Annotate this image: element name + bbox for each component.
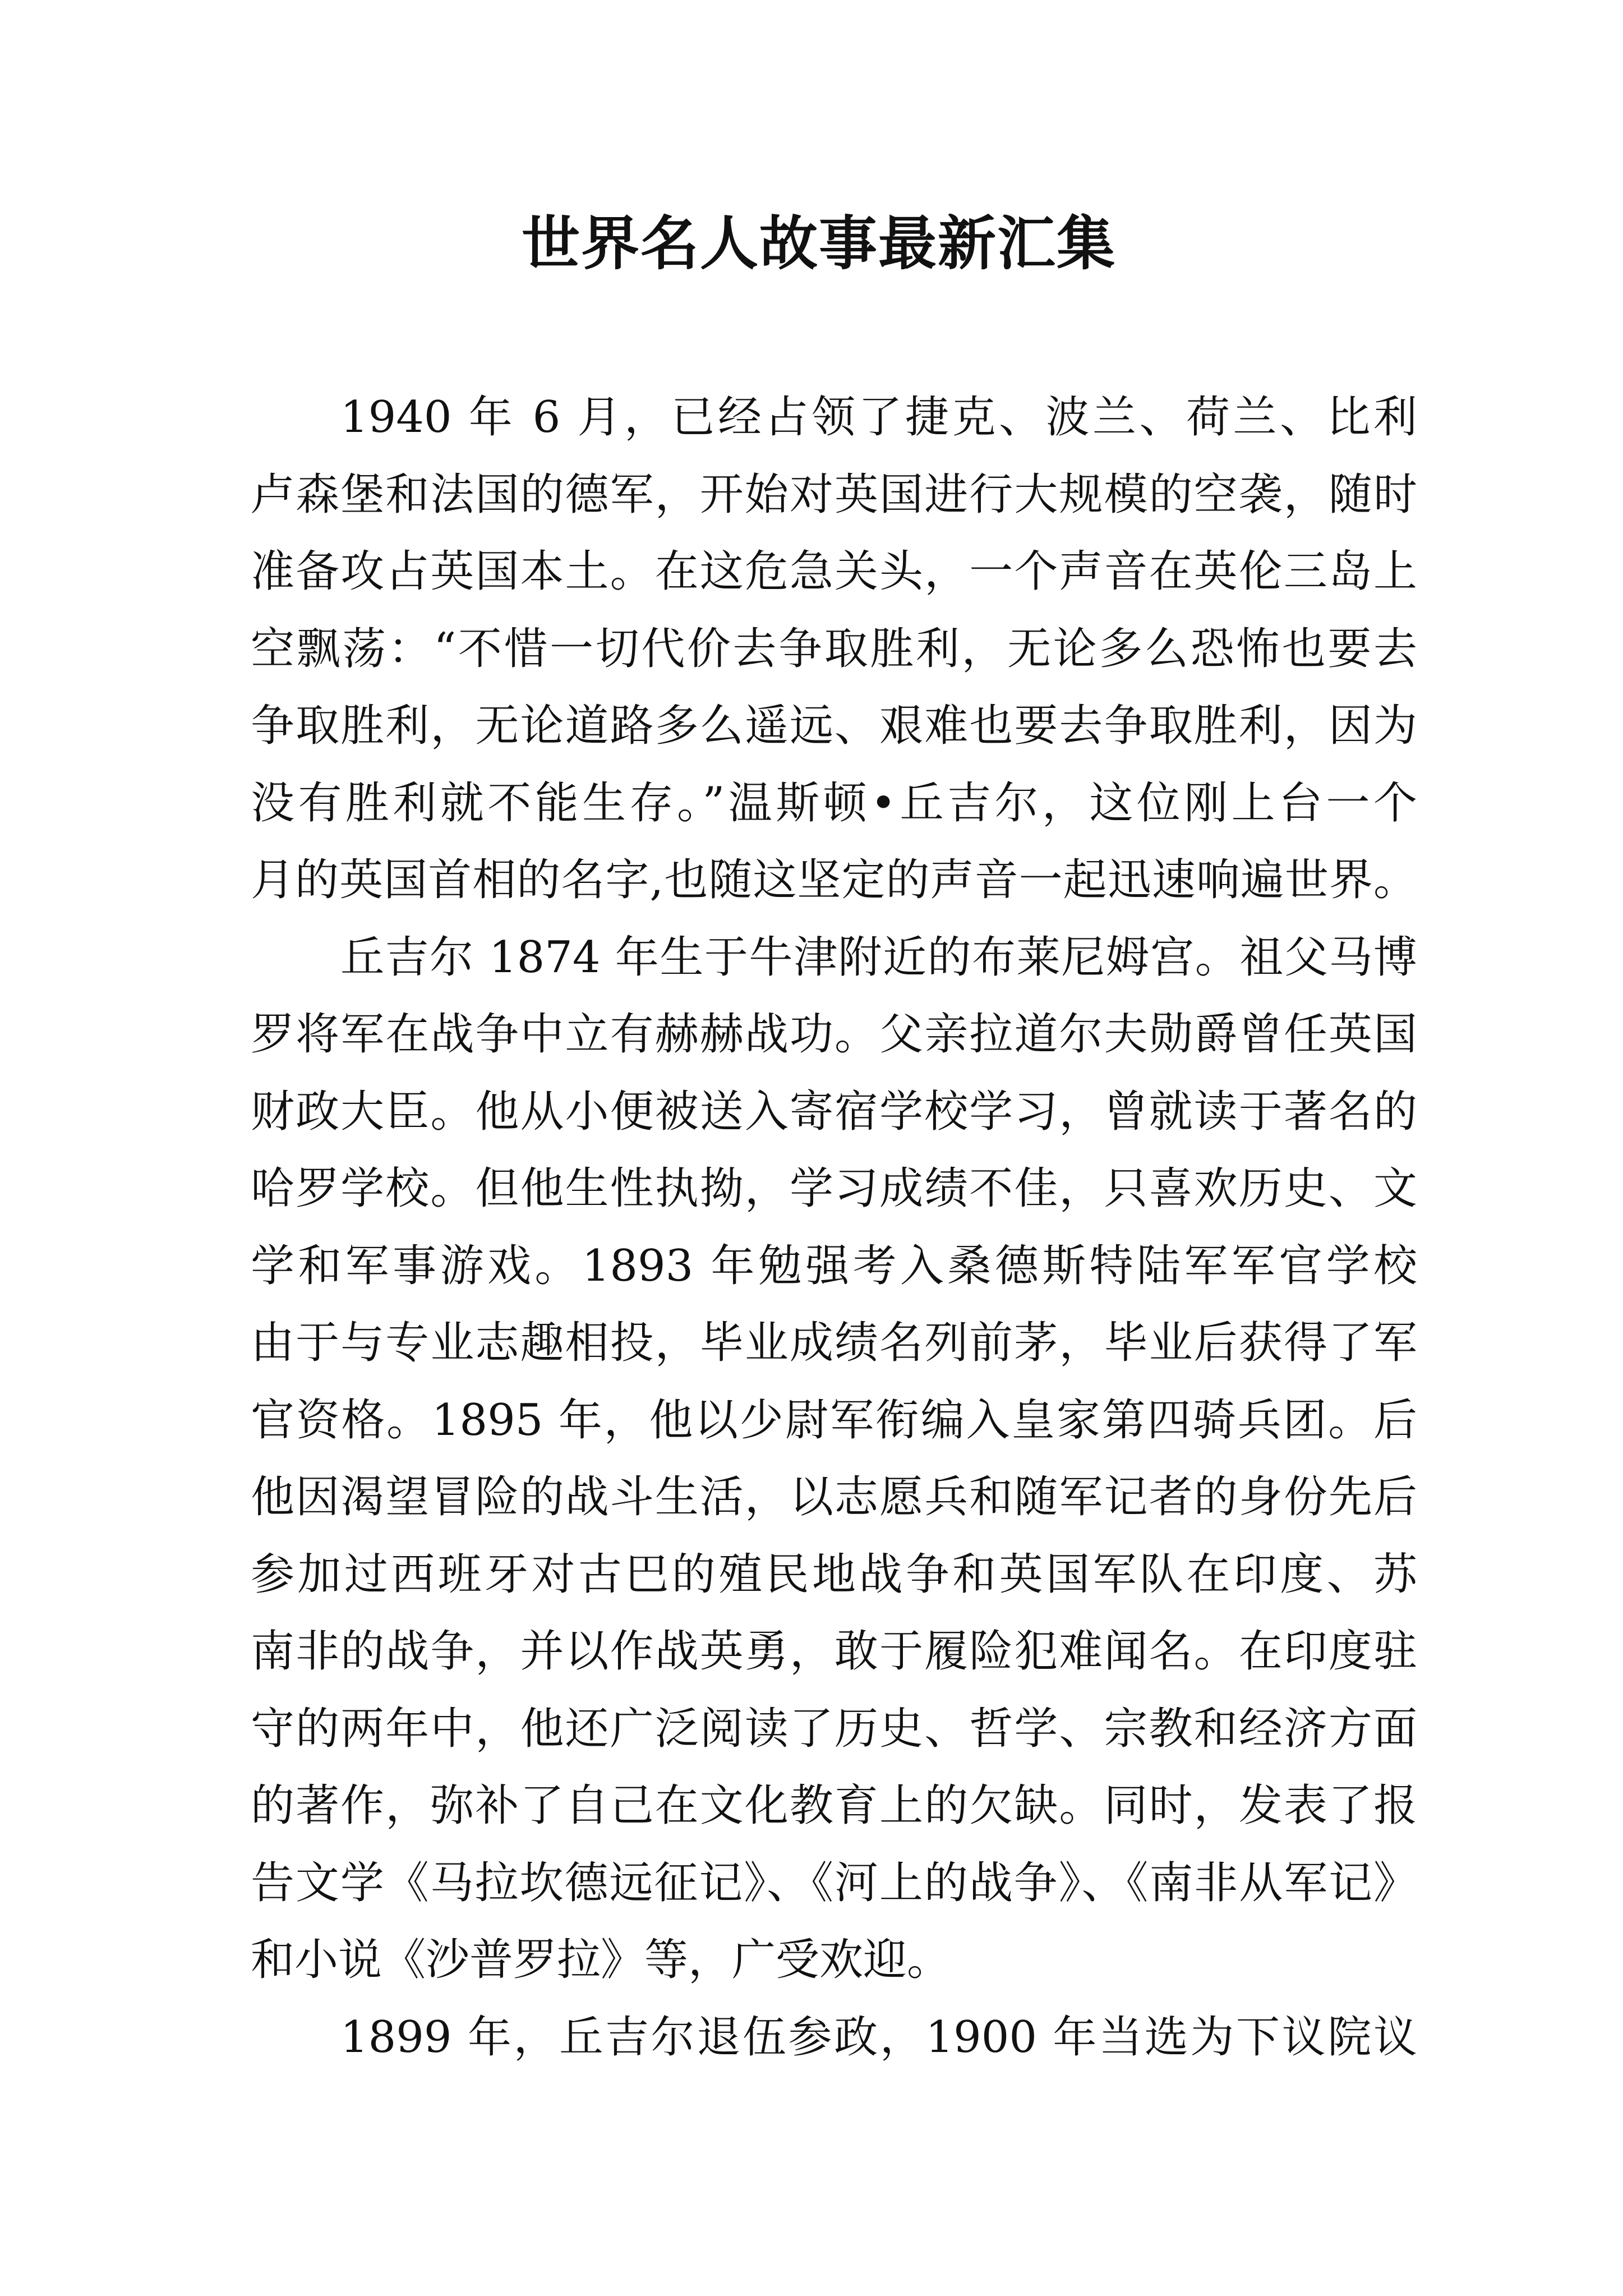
- text-line: 准备攻占英国本土。在这危急关头，一个声音在英伦三岛上: [251, 546, 1417, 597]
- text-line: 学和军事游戏。1893 年勉强考入桑德斯特陆军军官学校: [251, 1240, 1417, 1291]
- text-line: 罗将军在战争中立有赫赫战功。父亲拉道尔夫勋爵曾任英国: [251, 1009, 1417, 1060]
- paragraph-3: [251, 1999, 1417, 2077]
- paragraph-1: [251, 379, 1417, 919]
- text-line: 丘吉尔 1874 年生于牛津附近的布莱尼姆宫。祖父马博: [340, 932, 1417, 983]
- document-title: 世界名人故事最新汇集: [521, 209, 1116, 278]
- text-line: 没有胜利就不能生存。”温斯顿•丘吉尔，这位刚上台一个: [251, 777, 1417, 829]
- text-line: 月的英国首相的名字,也随这坚定的声音一起迅速响遍世界。: [251, 855, 1417, 905]
- text-line: 由于与专业志趣相投，毕业成绩名列前茅，毕业后获得了军: [251, 1318, 1417, 1368]
- text-line: 空飘荡：“不惜一切代价去争取胜利，无论多么恐怖也要去: [251, 623, 1417, 674]
- paragraph-2: [251, 919, 1417, 1999]
- text-line: 南非的战争，并以作战英勇，敢于履险犯难闻名。在印度驻: [251, 1626, 1417, 1677]
- text-line: 官资格。1895 年，他以少尉军衔编入皇家第四骑兵团。后: [251, 1395, 1417, 1446]
- text-line: 告文学《马拉坎德远征记》、《河上的战争》、《南非从军记》: [251, 1857, 1417, 1908]
- text-line: 哈罗学校。但他生性执拗，学习成绩不佳，只喜欢历史、文: [251, 1163, 1417, 1214]
- text-line: 他因渴望冒险的战斗生活，以志愿兵和随军记者的身份先后: [251, 1472, 1417, 1522]
- text-line: 1940 年 6 月，已经占领了捷克、波兰、荷兰、比利: [340, 392, 1417, 443]
- text-line: 守的两年中，他还广泛阅读了历史、哲学、宗教和经济方面: [251, 1703, 1417, 1754]
- text-line: 的著作，弥补了自己在文化教育上的欠缺。同时，发表了报: [251, 1780, 1417, 1831]
- text-line: 财政大臣。他从小便被送入寄宿学校学习，曾就读于著名的: [251, 1086, 1417, 1137]
- document-body: [251, 379, 1417, 2076]
- text-line: 1899 年，丘吉尔退伍参政，1900 年当选为下议院议: [340, 2012, 1417, 2063]
- text-line: 参加过西班牙对古巴的殖民地战争和英国军队在印度、苏: [251, 1549, 1417, 1600]
- text-line: 卢森堡和法国的德军，开始对英国进行大规模的空袭，随时: [251, 469, 1417, 520]
- text-line: 和小说《沙普罗拉》等，广受欢迎。: [251, 1935, 951, 1985]
- text-line: 争取胜利，无论道路多么遥远、艰难也要去争取胜利，因为: [251, 701, 1417, 751]
